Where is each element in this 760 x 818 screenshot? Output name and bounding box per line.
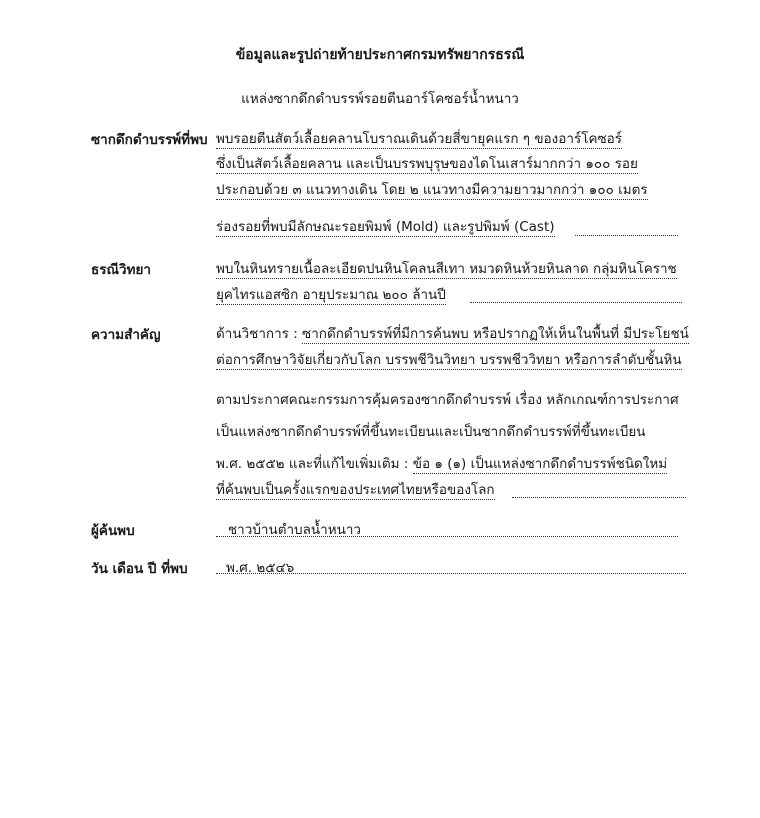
- importance-announce-line-3: พ.ศ. ๒๕๕๒ และที่แก้ไขเพิ่มเติม : ข้อ ๑ (๑) เป็นแหล่งซากดึกดำบรรพ์ชนิดใหม่: [216, 456, 668, 472]
- importance-academic-line-2: ต่อการศึกษาวิจัยเกี่ยวกับโลก บรรพชีวินวิทยา บรรพชีววิทยา หรือการลำดับชั้นหิน: [216, 352, 682, 368]
- date-found-label: วัน เดือน ปี ที่พบ: [91, 561, 188, 577]
- document-subtitle: แหล่งซากดึกดำบรรพ์รอยตีนอาร์โคซอร์น้ำหนาว: [241, 91, 519, 107]
- discoverer-value: ชาวบ้านตำบลน้ำหนาว: [228, 522, 361, 538]
- discoverer-dotted-line: [216, 536, 678, 537]
- geology-line-2: ยุคไทรแอสซิก อายุประมาณ ๒๐๐ ล้านปี: [216, 287, 446, 303]
- geology-label: ธรณีวิทยา: [91, 262, 151, 278]
- importance-announce-line-4: ที่ค้นพบเป็นครั้งแรกของประเทศไทยหรือของโลก: [216, 482, 495, 498]
- importance-academic-line-1: ด้านวิชาการ : ซากดึกดำบรรพ์ที่มีการค้นพบ หรือปรากฏให้เห็นในพื้นที่ มีประโยชน์: [216, 326, 689, 342]
- fossil-line-3: ประกอบด้วย ๓ แนวทางเดิน โดย ๒ แนวทางมีความยาวมากกว่า ๑๐๐ เมตร: [216, 182, 648, 198]
- importance-announce-line-1: ตามประกาศคณะกรรมการคุ้มครองซากดึกดำบรรพ์ เรื่อง หลักเกณฑ์การประกาศ: [216, 392, 679, 408]
- importance-dotted-filler: [512, 497, 686, 498]
- geology-line-1: พบในหินทรายเนื้อละเอียดปนหินโคลนสีเทา หมวดหินห้วยหินลาด กลุ่มหินโคราช: [216, 261, 677, 277]
- fossil-line-1: พบรอยตีนสัตว์เลื้อยคลานโบราณเดินด้วยสี่ขายุคแรก ๆ ของอาร์โคซอร์: [216, 131, 623, 147]
- importance-label: ความสำคัญ: [91, 327, 161, 343]
- fossil-line-2: ซึ่งเป็นสัตว์เลื้อยคลาน และเป็นบรรพบุรุษของไดโนเสาร์มากกว่า ๑๐๐ รอย: [216, 156, 638, 172]
- importance-announce-line-2: เป็นแหล่งซากดึกดำบรรพ์ที่ขึ้นทะเบียนและเป็นซากดึกดำบรรพ์ที่ขึ้นทะเบียน: [216, 424, 646, 440]
- geology-dotted-filler: [470, 302, 682, 303]
- discoverer-label: ผู้ค้นพบ: [91, 523, 135, 539]
- date-found-value: พ.ศ. ๒๕๔๖: [226, 560, 295, 576]
- date-dotted-line: [216, 573, 686, 574]
- fossil-label: ซากดึกดำบรรพ์ที่พบ: [91, 132, 208, 148]
- fossil-dotted-filler: [575, 235, 678, 236]
- document-title: ข้อมูลและรูปถ่ายท้ายประกาศกรมทรัพยากรธรณี: [235, 47, 525, 63]
- fossil-line-4: ร่องรอยที่พบมีลักษณะรอยพิมพ์ (Mold) และรูปพิมพ์ (Cast): [216, 219, 555, 235]
